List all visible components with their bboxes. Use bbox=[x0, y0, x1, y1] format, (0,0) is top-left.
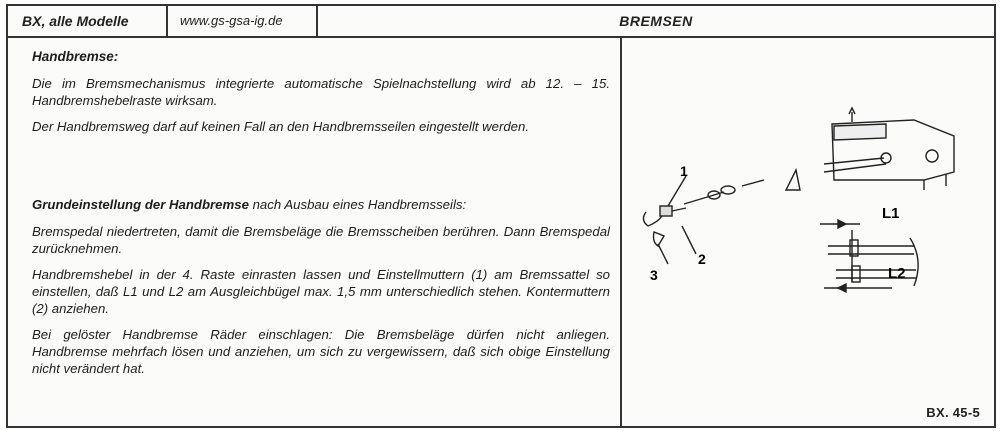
callout-1: 1 bbox=[680, 163, 688, 179]
l1-arrow bbox=[838, 220, 846, 228]
equalizer-clamp-lower bbox=[852, 266, 860, 282]
header-model: BX, alle Modelle bbox=[8, 6, 168, 36]
lever-grip-shape bbox=[834, 124, 886, 140]
page-code: BX. 45-5 bbox=[926, 405, 980, 420]
paragraph-3: Bremspedal niedertreten, damit die Bremsbeläge die Bremsscheiben berühren. Dann Bremspedal zurücknehmen. bbox=[32, 224, 610, 256]
equalizer-bar-shape bbox=[910, 238, 918, 286]
paragraph-4: Handbremshebel in der 4. Raste einrasten lassen und Einstellmuttern (1) am Bremssattel so einstellen, daß L1 und L2 am Ausgleichbügel max. 1,5 mm unterschiedlich stehen. Kontermuttern (2) anziehen. bbox=[32, 267, 610, 316]
lever-pivot-shape bbox=[926, 150, 938, 162]
l2-arrow bbox=[838, 284, 846, 292]
pointer-1 bbox=[668, 176, 686, 206]
column-divider bbox=[620, 38, 622, 426]
callout-l1: L1 bbox=[882, 205, 900, 222]
diagram-svg bbox=[624, 40, 994, 426]
caliper-lever-shape bbox=[654, 232, 665, 246]
paragraph-2: Der Handbremsweg darf auf keinen Fall an den Handbremsseilen eingestellt werden. bbox=[32, 119, 530, 134]
page-frame bbox=[6, 4, 996, 428]
pointer-2 bbox=[682, 226, 696, 254]
heading-grundeinstellung-rest: nach Ausbau eines Handbremsseils: bbox=[248, 197, 467, 212]
callout-l2: L2 bbox=[888, 265, 906, 282]
handbrake-diagram bbox=[624, 40, 994, 426]
cable-coupling-shape bbox=[721, 186, 735, 194]
instructions-text bbox=[32, 48, 610, 386]
cable-run-1 bbox=[742, 180, 764, 186]
adjuster-nut-shape bbox=[660, 206, 672, 216]
paragraph-5: Bei gelöster Handbremse Räder einschlagen: Die Bremsbeläge dürfen nicht anliegen. Handbremse mehrfach lösen und anziehen, um sich zu vergewissern, daß sich obige Einstellung nicht verändert hat. bbox=[32, 327, 610, 376]
cable-guide-shape bbox=[786, 170, 800, 190]
callout-3: 3 bbox=[650, 267, 658, 283]
heading-grundeinstellung-bold: Grundeinstellung der Handbremse bbox=[32, 197, 249, 212]
adjuster-rod-line bbox=[672, 208, 686, 211]
heading-handbremse: Handbremse: bbox=[32, 49, 119, 64]
header-url: www.gs-gsa-ig.de bbox=[168, 6, 318, 36]
callout-2: 2 bbox=[698, 251, 706, 267]
caliper-shape bbox=[643, 212, 662, 226]
header-title: BREMSEN bbox=[619, 13, 693, 29]
header-bar bbox=[8, 6, 994, 38]
paragraph-1: Die im Bremsmechanismus integrierte automatische Spielnachstellung wird ab 12. – 15. Handbremshebelraste wirksam. bbox=[32, 76, 610, 108]
pointer-3 bbox=[658, 244, 668, 264]
heading-grundeinstellung bbox=[32, 196, 610, 213]
